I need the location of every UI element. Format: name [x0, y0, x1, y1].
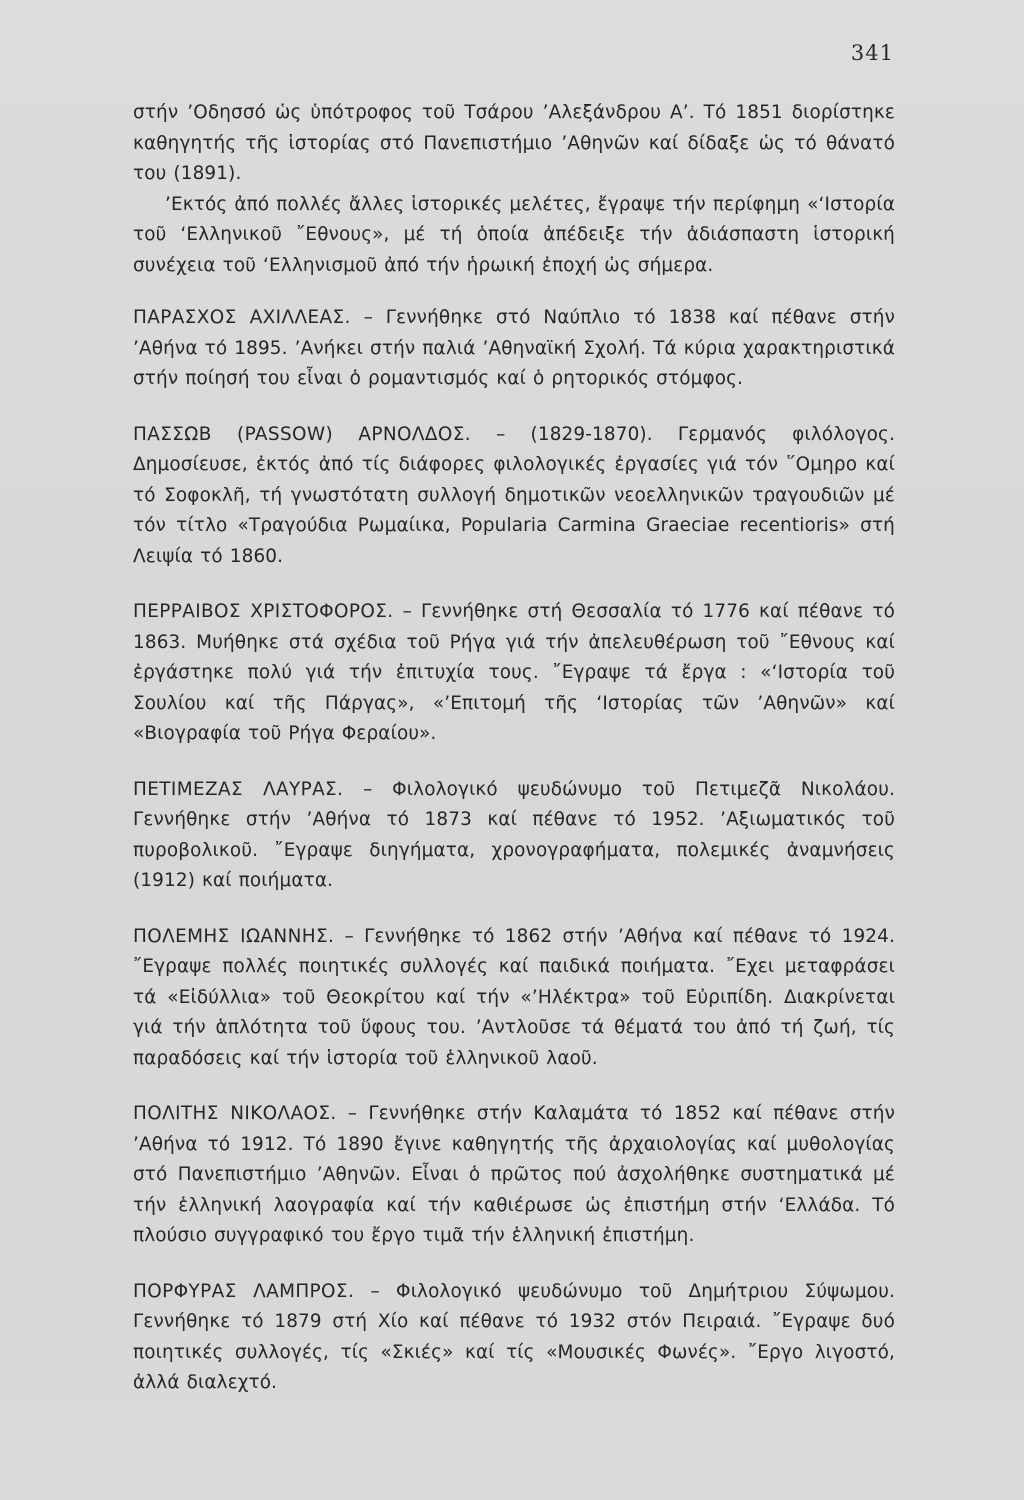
entry-politis: [133, 1099, 895, 1252]
page-number: 341: [850, 41, 894, 65]
entry-name: ΠΑΣΣΩΒ (PASSOW) ΑΡΝΟΛΔΟΣ.: [133, 423, 472, 445]
entry-text: – (1829-1870). Γερμανός φιλόλογος. Δημοσίευσε, ἐκτός ἀπό τίς διάφορες φιλολογικές ἐργασίες γιά τόν ῞Ομηρο καί τό Σοφοκλῆ, τή γνωστότατη συλλογή δημοτικῶν νεοελληνικῶν τραγουδιῶν μέ τόν τίτλο «Τραγούδια Ρωμαίικα, Popularia Carmina Graeciae recentioris» στή Λειψία τό 1860.: [133, 423, 896, 567]
entry-perraivos: [133, 597, 895, 750]
entry-porfyras: [133, 1277, 895, 1399]
entry-parasxos: [133, 303, 895, 395]
entry-text: – Γεννήθηκε τό 1862 στήν ’Αθήνα καί πέθανε τό 1924. ῎Εγραψε πολλές ποιητικές συλλογές καί παιδικά ποιήματα. ῎Εχει μεταφράσει τά «Εἰδύλλια» τοῦ Θεοκρίτου καί τήν «’Ηλέκτρα» τοῦ Εὐριπίδη. Διακρίνεται γιά τήν ἁπλότητα τοῦ ὕφους του. ’Αντλοῦσε τά θέματά του ἀπό τή ζωή, τίς παραδόσεις καί τήν ἱστορία τοῦ ἑλληνικοῦ λαοῦ.: [133, 925, 895, 1069]
entry-name: ΠΟΛΕΜΗΣ ΙΩΑΝΝΗΣ.: [133, 925, 335, 947]
entry-name: ΠΕΤΙΜΕΖΑΣ ΛΑΥΡΑΣ.: [133, 778, 344, 800]
intro-paragraph-2: ’Εκτός ἀπό πολλές ἄλλες ἱστορικές μελέτες, ἔγραψε τήν περίφημη «‘Ιστορία τοῦ ‘Ελληνικοῦ ῎Εθνους», μέ τή ὁποία ἀπέδειξε τήν ἀδιάσπαστη ἱστορική συνέχεια τοῦ ‘Ελληνισμοῦ ἀπό τήν ἡρωική ἐποχή ὡς σήμερα.: [133, 193, 895, 276]
entry-name: ΠΑΡΑΣΧΟΣ ΑΧΙΛΛΕΑΣ.: [133, 307, 351, 328]
entry-polemis: [133, 922, 895, 1075]
entry-name: ΠΟΡΦΥΡΑΣ ΛΑΜΠΡΟΣ.: [133, 1280, 355, 1302]
entry-name: ΠΕΡΡΑΙΒΟΣ ΧΡΙΣΤΟΦΟΡΟΣ.: [133, 601, 394, 622]
entry-passow: [133, 420, 895, 573]
entry-name: ΠΟΛΙΤΗΣ ΝΙΚΟΛΑΟΣ.: [133, 1103, 337, 1124]
entry-text: – Γεννήθηκε στό Ναύπλιο τό 1838 καί πέθανε στήν ’Αθήνα τό 1895. ’Ανήκει στήν παλιά ’Αθηναϊκή Σχολή. Τά κύρια χαρακτηριστικά στήν ποίησή του εἶναι ὁ ρομαντισμός καί ὁ ρητορικός στόμφος.: [133, 307, 895, 389]
entry-text: – Γεννήθηκε στήν Καλαμάτα τό 1852 καί πέθανε στήν ’Αθήνα τό 1912. Τό 1890 ἔγινε καθηγητής τῆς ἀρχαιολογίας καί μυθολογίας στό Πανεπιστήμιο ’Αθηνῶν. Εἶναι ὁ πρῶτος πού ἀσχολήθηκε συστηματικά μέ τήν ἑλληνική λαογραφία καί τήν καθιέρωσε ὡς ἐπιστήμη στήν ‘Ελλάδα. Τό πλούσιο συγγραφικό του ἔργο τιμᾶ τήν ἑλληνική ἐπιστήμη.: [133, 1103, 895, 1246]
entry-text: – Φιλολογικό ψευδώνυμο τοῦ Πετιμεζᾶ Νικολάου. Γεννήθηκε στήν ’Αθήνα τό 1873 καί πέθανε τό 1952. ’Αξιωματικός τοῦ πυροβολικοῦ. ῎Εγραψε διηγήματα, χρονογραφήματα, πολεμικές ἀναμνήσεις (1912) καί ποιήματα.: [133, 778, 895, 891]
page-content: [133, 98, 895, 1399]
entry-text: – Γεννήθηκε στή Θεσσαλία τό 1776 καί πέθανε τό 1863. Μυήθηκε στά σχέδια τοῦ Ρήγα γιά τήν ἀπελευθέρωση τοῦ ῎Εθνους καί ἐργάστηκε πολύ γιά τήν ἐπιτυχία τους. ῎Εγραψε τά ἔργα : «‘Ιστορία τοῦ Σουλίου καί τῆς Πάργας», «’Επιτομή τῆς ‘Ιστορίας τῶν ’Αθηνῶν» καί «Βιογραφία τοῦ Ρήγα Φεραίου».: [133, 601, 895, 744]
entry-petimezas: [133, 775, 895, 897]
entry-text: – Φιλολογικό ψευδώνυμο τοῦ Δημήτριου Σύψωμου. Γεννήθηκε τό 1879 στή Χίο καί πέθανε τό 1932 στόν Πειραιά. ῎Εγραψε δυό ποιητικές συλλογές, τίς «Σκιές» καί τίς «Μουσικές Φωνές». ῎Εργο λιγοστό, ἀλλά διαλεχτό.: [133, 1280, 895, 1393]
intro-paragraph-1: στήν ’Οδησσό ὡς ὑπότροφος τοῦ Τσάρου ’Αλεξάνδρου Α’. Τό 1851 διορίστηκε καθηγητής τῆς ἱστορίας στό Πανεπιστήμιο ’Αθηνῶν καί δίδαξε ὡς τό θάνατό του (1891).: [133, 102, 895, 184]
